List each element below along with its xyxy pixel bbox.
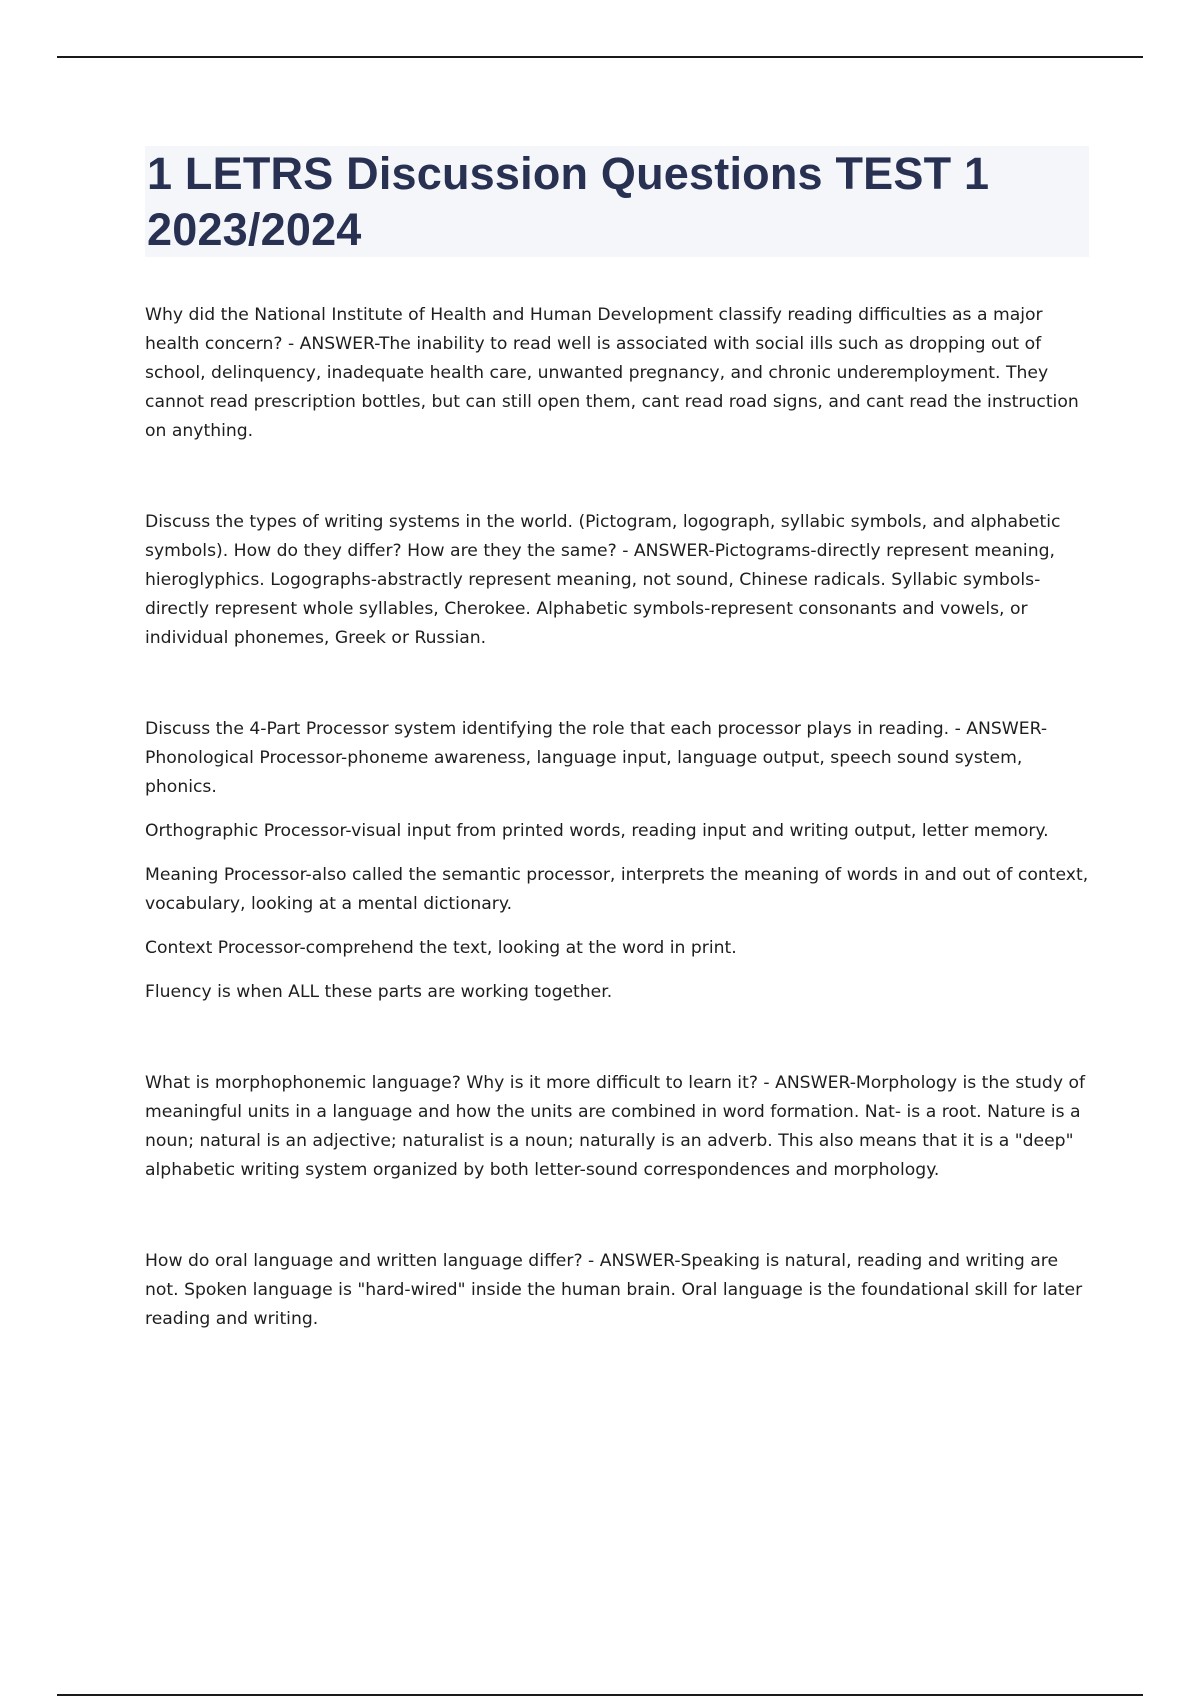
qa-text: Why did the National Institute of Health and Human Development classify reading difficulties as a major health concern? - ANSWER-The inability to read well is associated with social ills such as dropping out of school, delinquency, inadequate health care, unwanted pregnancy, and chronic underemployment. They cannot read prescription bottles, but can still open them, cant read road signs, and cant read the instruction on anything. [145,305,1079,441]
qa-item-3 [145,715,1095,1007]
qa-item-5 [145,1247,1095,1334]
top-divider [57,56,1143,58]
qa-subparagraph: Meaning Processor-also called the semantic processor, interprets the meaning of words in and out of context, vocabulary, looking at a mental dictionary. [145,865,1089,914]
qa-text: Discuss the 4-Part Processor system identifying the role that each processor plays in reading. - ANSWER-Phonological Processor-phoneme awareness, language input, language output, speech sound system, phonics. [145,719,1048,797]
qa-text: How do oral language and written language differ? - ANSWER-Speaking is natural, reading and writing are not. Spoken language is "hard-wired" inside the human brain. Oral language is the foundational skill for later reading and writing. [145,1251,1083,1329]
document-title: 1 LETRS Discussion Questions TEST 1 2023/2024 [147,148,990,255]
qa-text: Discuss the types of writing systems in the world. (Pictogram, logograph, syllabic symbols, and alphabetic symbols). How do they differ? How are they the same? - ANSWER-Pictograms-directly represent meaning, hieroglyphics. Logographs-abstractly represent meaning, not sound, Chinese radicals. Syllabic symbols-directly represent whole syllables, Cherokee. Alphabetic symbols-represent consonants and vowels, or individual phonemes, Greek or Russian. [145,512,1061,648]
qa-item-1 [145,301,1095,446]
qa-item-4 [145,1069,1095,1185]
qa-subparagraph: Orthographic Processor-visual input from printed words, reading input and writing output, letter memory. [145,821,1049,841]
qa-text: What is morphophonemic language? Why is it more difficult to learn it? - ANSWER-Morphology is the study of meaningful units in a language and how the units are combined in word formation. Nat- is a root. Nature is a noun; natural is an adjective; naturalist is a noun; naturally is an adverb. This also means that it is a "deep" alphabetic writing system organized by both letter-sound correspondences and morphology. [145,1073,1086,1180]
qa-subparagraph: Context Processor-comprehend the text, looking at the word in print. [145,938,737,958]
bottom-divider [57,1694,1143,1696]
qa-subparagraph: Fluency is when ALL these parts are working together. [145,982,613,1002]
title-banner [145,146,1089,257]
qa-item-2 [145,508,1095,653]
document-body [145,301,1095,1334]
